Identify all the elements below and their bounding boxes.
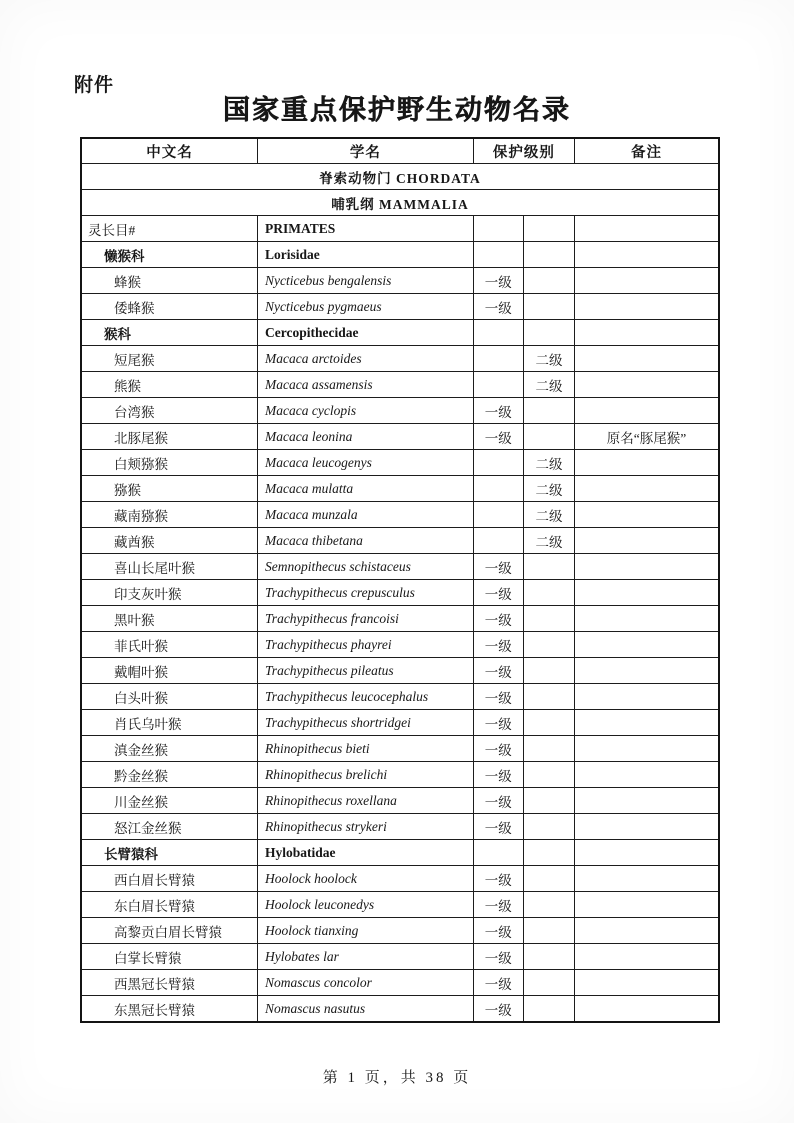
protection-level-1-cell: 一级 bbox=[473, 996, 523, 1023]
scientific-name-cell: Trachypithecus crepusculus bbox=[258, 580, 474, 606]
note-cell bbox=[575, 216, 719, 242]
protection-level-1-cell: 一级 bbox=[473, 944, 523, 970]
protection-level-2-cell bbox=[523, 268, 574, 294]
table-row bbox=[81, 424, 719, 450]
protection-level-1-cell bbox=[473, 372, 523, 398]
table-row bbox=[81, 268, 719, 294]
protection-level-1-cell: 一级 bbox=[473, 970, 523, 996]
scientific-name-cell: Trachypithecus francoisi bbox=[258, 606, 474, 632]
protection-level-1-cell: 一级 bbox=[473, 814, 523, 840]
protection-level-1-cell bbox=[473, 346, 523, 372]
chinese-name-cell: 藏南猕猴 bbox=[81, 502, 258, 528]
table-row bbox=[81, 632, 719, 658]
note-cell bbox=[575, 554, 719, 580]
protection-level-2-cell bbox=[523, 944, 574, 970]
scientific-name-cell: Macaca munzala bbox=[258, 502, 474, 528]
table-row bbox=[81, 294, 719, 320]
column-header-note: 备注 bbox=[575, 138, 719, 164]
note-cell bbox=[575, 736, 719, 762]
scientific-name-cell: Hylobates lar bbox=[258, 944, 474, 970]
column-header-protection-level: 保护级别 bbox=[473, 138, 574, 164]
protection-level-2-cell bbox=[523, 606, 574, 632]
note-cell bbox=[575, 294, 719, 320]
chinese-name-cell: 熊猴 bbox=[81, 372, 258, 398]
chinese-name-cell: 黑叶猴 bbox=[81, 606, 258, 632]
chinese-name-cell: 菲氏叶猴 bbox=[81, 632, 258, 658]
page-title: 国家重点保护野生动物名录 bbox=[223, 95, 571, 125]
note-cell bbox=[575, 372, 719, 398]
table-row bbox=[81, 866, 719, 892]
table-row bbox=[81, 606, 719, 632]
scientific-name-cell: Semnopithecus schistaceus bbox=[258, 554, 474, 580]
table-row bbox=[81, 216, 719, 242]
table-row bbox=[81, 190, 719, 216]
protection-level-1-cell: 一级 bbox=[473, 632, 523, 658]
chinese-name-cell: 怒江金丝猴 bbox=[81, 814, 258, 840]
table-row bbox=[81, 736, 719, 762]
note-cell bbox=[575, 866, 719, 892]
protection-level-2-cell bbox=[523, 736, 574, 762]
note-cell bbox=[575, 450, 719, 476]
chinese-name-cell: 猕猴 bbox=[81, 476, 258, 502]
scientific-name-cell: Lorisidae bbox=[258, 242, 474, 268]
note-cell bbox=[575, 632, 719, 658]
table-row bbox=[81, 996, 719, 1023]
note-cell bbox=[575, 606, 719, 632]
note-cell bbox=[575, 918, 719, 944]
chinese-name-cell: 黔金丝猴 bbox=[81, 762, 258, 788]
scientific-name-cell: Hoolock hoolock bbox=[258, 866, 474, 892]
table-row bbox=[81, 918, 719, 944]
protection-level-2-cell bbox=[523, 788, 574, 814]
scientific-name-cell: Hylobatidae bbox=[258, 840, 474, 866]
table-row bbox=[81, 320, 719, 346]
protection-level-2-cell bbox=[523, 398, 574, 424]
protection-level-1-cell: 一级 bbox=[473, 606, 523, 632]
note-cell bbox=[575, 970, 719, 996]
table-row bbox=[81, 476, 719, 502]
chinese-name-cell: 印支灰叶猴 bbox=[81, 580, 258, 606]
note-cell bbox=[575, 242, 719, 268]
table-row bbox=[81, 372, 719, 398]
note-cell bbox=[575, 684, 719, 710]
note-cell bbox=[575, 814, 719, 840]
note-cell bbox=[575, 788, 719, 814]
scientific-name-cell: Nycticebus bengalensis bbox=[258, 268, 474, 294]
protection-level-1-cell bbox=[473, 528, 523, 554]
scientific-name-cell: Hoolock leuconedys bbox=[258, 892, 474, 918]
chinese-name-cell: 猴科 bbox=[81, 320, 258, 346]
table-row bbox=[81, 970, 719, 996]
protection-level-1-cell: 一级 bbox=[473, 398, 523, 424]
table-row bbox=[81, 450, 719, 476]
note-cell bbox=[575, 996, 719, 1023]
protection-level-2-cell bbox=[523, 632, 574, 658]
scientific-name-cell: Macaca leonina bbox=[258, 424, 474, 450]
table-row bbox=[81, 346, 719, 372]
scientific-name-cell: Hoolock tianxing bbox=[258, 918, 474, 944]
protection-level-1-cell: 一级 bbox=[473, 294, 523, 320]
chinese-name-cell: 藏酋猴 bbox=[81, 528, 258, 554]
protection-level-2-cell bbox=[523, 970, 574, 996]
note-cell bbox=[575, 502, 719, 528]
note-cell bbox=[575, 840, 719, 866]
scientific-name-cell: Macaca cyclopis bbox=[258, 398, 474, 424]
chinese-name-cell: 高黎贡白眉长臂猿 bbox=[81, 918, 258, 944]
protection-level-1-cell bbox=[473, 502, 523, 528]
page-footer: 第 1 页，共 38 页 bbox=[322, 1070, 472, 1086]
scientific-name-cell: Macaca thibetana bbox=[258, 528, 474, 554]
table-row bbox=[81, 528, 719, 554]
note-cell bbox=[575, 892, 719, 918]
scientific-name-cell: Macaca leucogenys bbox=[258, 450, 474, 476]
scientific-name-cell: Trachypithecus pileatus bbox=[258, 658, 474, 684]
protection-level-2-cell: 二级 bbox=[523, 528, 574, 554]
animal-table-wrap bbox=[80, 137, 720, 1023]
scientific-name-cell: Rhinopithecus roxellana bbox=[258, 788, 474, 814]
chinese-name-cell: 长臂猿科 bbox=[81, 840, 258, 866]
protection-level-1-cell: 一级 bbox=[473, 866, 523, 892]
chinese-name-cell: 东白眉长臂猿 bbox=[81, 892, 258, 918]
scientific-name-cell: Macaca assamensis bbox=[258, 372, 474, 398]
note-cell bbox=[575, 658, 719, 684]
table-row bbox=[81, 762, 719, 788]
table-row bbox=[81, 398, 719, 424]
protection-level-1-cell: 一级 bbox=[473, 892, 523, 918]
protection-level-1-cell bbox=[473, 476, 523, 502]
protection-level-1-cell: 一级 bbox=[473, 424, 523, 450]
attachment-label: 附件 bbox=[74, 75, 115, 96]
protection-level-2-cell bbox=[523, 216, 574, 242]
scientific-name-cell: Trachypithecus leucocephalus bbox=[258, 684, 474, 710]
chinese-name-cell: 滇金丝猴 bbox=[81, 736, 258, 762]
protection-level-2-cell bbox=[523, 892, 574, 918]
chinese-name-cell: 灵长目# bbox=[81, 216, 258, 242]
scientific-name-cell: Nomascus nasutus bbox=[258, 996, 474, 1023]
protection-level-1-cell: 一级 bbox=[473, 710, 523, 736]
protection-level-2-cell bbox=[523, 918, 574, 944]
protection-level-1-cell: 一级 bbox=[473, 268, 523, 294]
scientific-name-cell: Macaca mulatta bbox=[258, 476, 474, 502]
chinese-name-cell: 肖氏乌叶猴 bbox=[81, 710, 258, 736]
scientific-name-cell: Macaca arctoides bbox=[258, 346, 474, 372]
table-row bbox=[81, 840, 719, 866]
protection-level-2-cell bbox=[523, 710, 574, 736]
note-cell bbox=[575, 710, 719, 736]
protection-level-1-cell: 一级 bbox=[473, 788, 523, 814]
chinese-name-cell: 西黑冠长臂猿 bbox=[81, 970, 258, 996]
chinese-name-cell: 白掌长臂猿 bbox=[81, 944, 258, 970]
note-cell bbox=[575, 528, 719, 554]
protection-level-2-cell bbox=[523, 320, 574, 346]
table-row bbox=[81, 684, 719, 710]
protection-level-2-cell bbox=[523, 840, 574, 866]
scientific-name-cell: Rhinopithecus bieti bbox=[258, 736, 474, 762]
chinese-name-cell: 北豚尾猴 bbox=[81, 424, 258, 450]
scientific-name-cell: Nomascus concolor bbox=[258, 970, 474, 996]
protection-level-1-cell bbox=[473, 840, 523, 866]
note-cell bbox=[575, 398, 719, 424]
protection-level-1-cell: 一级 bbox=[473, 918, 523, 944]
note-cell bbox=[575, 268, 719, 294]
scientific-name-cell: PRIMATES bbox=[258, 216, 474, 242]
note-cell bbox=[575, 476, 719, 502]
chinese-name-cell: 西白眉长臂猿 bbox=[81, 866, 258, 892]
chinese-name-cell: 白颊猕猴 bbox=[81, 450, 258, 476]
scientific-name-cell: Cercopithecidae bbox=[258, 320, 474, 346]
protection-level-2-cell: 二级 bbox=[523, 346, 574, 372]
protection-level-2-cell: 二级 bbox=[523, 450, 574, 476]
chinese-name-cell: 蜂猴 bbox=[81, 268, 258, 294]
chinese-name-cell: 川金丝猴 bbox=[81, 788, 258, 814]
scientific-name-cell: Nycticebus pygmaeus bbox=[258, 294, 474, 320]
protection-level-2-cell bbox=[523, 242, 574, 268]
column-header-chinese-name: 中文名 bbox=[81, 138, 258, 164]
section-header: 哺乳纲 MAMMALIA bbox=[81, 190, 719, 216]
protection-level-2-cell bbox=[523, 658, 574, 684]
protection-level-1-cell: 一级 bbox=[473, 658, 523, 684]
note-cell bbox=[575, 580, 719, 606]
chinese-name-cell: 白头叶猴 bbox=[81, 684, 258, 710]
chinese-name-cell: 喜山长尾叶猴 bbox=[81, 554, 258, 580]
chinese-name-cell: 懒猴科 bbox=[81, 242, 258, 268]
protection-level-2-cell bbox=[523, 424, 574, 450]
chinese-name-cell: 倭蜂猴 bbox=[81, 294, 258, 320]
protection-level-1-cell bbox=[473, 242, 523, 268]
table-row bbox=[81, 814, 719, 840]
note-cell: 原名“豚尾猴” bbox=[575, 424, 719, 450]
protection-level-2-cell: 二级 bbox=[523, 476, 574, 502]
protection-level-1-cell: 一级 bbox=[473, 580, 523, 606]
table-row bbox=[81, 892, 719, 918]
protection-level-2-cell bbox=[523, 554, 574, 580]
column-header-scientific-name: 学名 bbox=[258, 138, 474, 164]
note-cell bbox=[575, 346, 719, 372]
animal-table-body bbox=[81, 164, 719, 1023]
scientific-name-cell: Trachypithecus phayrei bbox=[258, 632, 474, 658]
table-row bbox=[81, 658, 719, 684]
table-row bbox=[81, 164, 719, 190]
animal-table bbox=[80, 137, 720, 1023]
protection-level-1-cell: 一级 bbox=[473, 554, 523, 580]
chinese-name-cell: 短尾猴 bbox=[81, 346, 258, 372]
protection-level-1-cell bbox=[473, 450, 523, 476]
scientific-name-cell: Rhinopithecus strykeri bbox=[258, 814, 474, 840]
protection-level-1-cell bbox=[473, 320, 523, 346]
protection-level-2-cell bbox=[523, 814, 574, 840]
chinese-name-cell: 台湾猴 bbox=[81, 398, 258, 424]
note-cell bbox=[575, 320, 719, 346]
table-row bbox=[81, 554, 719, 580]
scientific-name-cell: Rhinopithecus brelichi bbox=[258, 762, 474, 788]
table-header-row bbox=[81, 138, 719, 164]
protection-level-2-cell bbox=[523, 684, 574, 710]
table-row bbox=[81, 242, 719, 268]
table-row bbox=[81, 944, 719, 970]
protection-level-1-cell: 一级 bbox=[473, 684, 523, 710]
section-header: 脊索动物门 CHORDATA bbox=[81, 164, 719, 190]
scientific-name-cell: Trachypithecus shortridgei bbox=[258, 710, 474, 736]
protection-level-1-cell: 一级 bbox=[473, 736, 523, 762]
protection-level-2-cell bbox=[523, 762, 574, 788]
protection-level-2-cell bbox=[523, 580, 574, 606]
protection-level-1-cell: 一级 bbox=[473, 762, 523, 788]
table-row bbox=[81, 788, 719, 814]
table-row bbox=[81, 710, 719, 736]
protection-level-2-cell bbox=[523, 866, 574, 892]
protection-level-2-cell bbox=[523, 294, 574, 320]
note-cell bbox=[575, 762, 719, 788]
protection-level-1-cell bbox=[473, 216, 523, 242]
protection-level-2-cell: 二级 bbox=[523, 372, 574, 398]
chinese-name-cell: 东黑冠长臂猿 bbox=[81, 996, 258, 1023]
table-row bbox=[81, 502, 719, 528]
table-row bbox=[81, 580, 719, 606]
protection-level-2-cell bbox=[523, 996, 574, 1023]
note-cell bbox=[575, 944, 719, 970]
chinese-name-cell: 戴帽叶猴 bbox=[81, 658, 258, 684]
protection-level-2-cell: 二级 bbox=[523, 502, 574, 528]
